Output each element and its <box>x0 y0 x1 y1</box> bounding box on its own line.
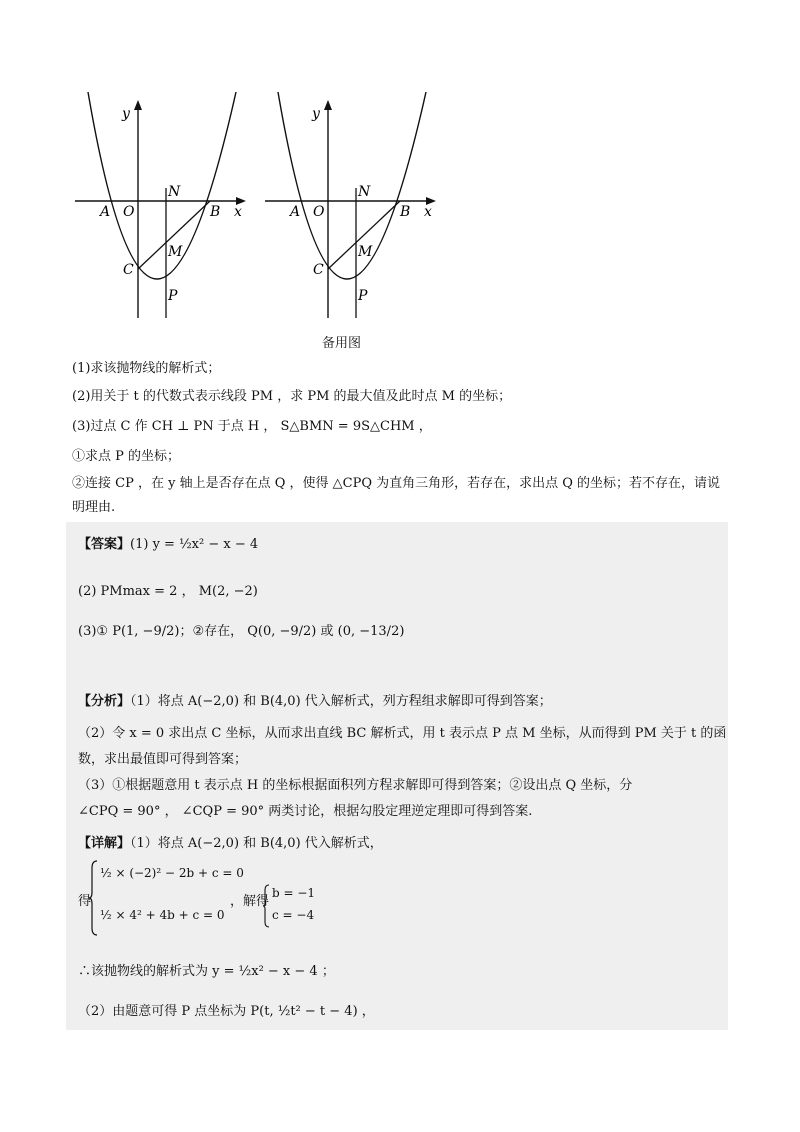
label-n: N <box>358 184 371 200</box>
y-axis-arrow-icon <box>134 100 142 110</box>
left-brace-icon <box>88 860 98 936</box>
label-n: N <box>168 184 181 200</box>
analysis-label: 【分析】 <box>78 694 131 709</box>
y-axis-arrow-icon <box>324 100 332 110</box>
label-m: M <box>358 244 373 260</box>
label-x: x <box>234 204 242 220</box>
label-c: C <box>123 262 134 278</box>
figure-main <box>70 92 250 324</box>
question-3-part-1: ①求点 P 的坐标； <box>72 449 181 464</box>
figures-row <box>60 92 440 324</box>
parabola-figure-2 <box>260 92 440 324</box>
detail-solve: ，解得 <box>230 894 270 909</box>
left-brace-small-icon <box>262 884 270 928</box>
detail-de: 得 <box>78 894 92 909</box>
answer-label: 【答案】 <box>78 537 131 552</box>
question-3: (3)过点 C 作 CH ⊥ PN 于点 H ， S△BMN = 9S△CHM ， <box>72 419 432 434</box>
label-b: B <box>210 204 221 220</box>
label-a: A <box>100 204 111 220</box>
label-c: C <box>313 262 324 278</box>
question-2: (2)用关于 t 的代数式表示线段 PM ，求 PM 的最大值及此时点 M 的坐标； <box>72 389 512 404</box>
label-p: P <box>358 288 368 304</box>
analysis-1: （1）将点 A(−2,0) 和 B(4,0) 代入解析式，列方程组求解即可得到答案； <box>130 694 552 709</box>
analysis-3a: （3）①根据题意用 t 表示点 H 的坐标根据面积列方程求解即可得到答案；②设出点 Q 坐标，分 <box>78 778 633 793</box>
label-a: A <box>290 204 301 220</box>
parabola-curve <box>88 92 236 279</box>
answer-1: (1) y = ½x² − x − 4 <box>130 537 259 552</box>
label-x: x <box>424 204 432 220</box>
parabola-curve <box>278 92 426 279</box>
label-m: M <box>168 244 183 260</box>
answer-line-1 <box>78 533 258 552</box>
label-y: y <box>122 106 130 122</box>
analysis-3b: ∠CPQ = 90° ， ∠CQP = 90° 两类讨论，根据勾股定理逆定理即可得到答案. <box>78 804 533 819</box>
detail-label: 【详解】 <box>78 836 131 851</box>
detail-line-1 <box>78 832 383 851</box>
label-o: O <box>123 204 135 220</box>
detail-3: （2）由题意可得 P 点坐标为 P(t, ½t² − t − 4) ， <box>78 1004 375 1019</box>
solution-b: b = −1 <box>272 886 316 900</box>
equation-1: ½ × (−2)² − 2b + c = 0 <box>100 866 244 880</box>
label-b: B <box>400 204 411 220</box>
label-y: y <box>312 106 320 122</box>
label-o: O <box>313 204 325 220</box>
answer-3: (3)① P(1, −9/2)；②存在， Q(0, −9/2) 或 (0, −13/2) <box>78 624 405 639</box>
question-1: (1)求该抛物线的解析式； <box>72 361 221 376</box>
question-3-part-2: ②连接 CP ，在 y 轴上是否存在点 Q ，使得 △CPQ 为直角三角形，若存在，求出点 Q 的坐标；若不存在，请说明理由. <box>72 476 721 515</box>
figure-caption: 备用图 <box>322 336 362 351</box>
analysis-2b: 数，求出最值即可得到答案； <box>78 752 248 767</box>
label-p: P <box>168 288 178 304</box>
answer-2: (2) PMmax = 2 ， M(2, −2) <box>78 584 258 599</box>
analysis-2a: （2）令 x = 0 求出点 C 坐标，从而求出直线 BC 解析式，用 t 表示点 P 点 M 坐标，从而得到 PM 关于 t 的函 <box>78 726 727 741</box>
detail-2: ∴该抛物线的解析式为 y = ½x² − x − 4 ； <box>78 964 335 979</box>
analysis-line-1 <box>78 690 552 709</box>
solution-c: c = −4 <box>272 908 315 922</box>
parabola-figure-1 <box>70 92 250 324</box>
equation-2: ½ × 4² + 4b + c = 0 <box>100 908 225 922</box>
detail-1: （1）将点 A(−2,0) 和 B(4,0) 代入解析式， <box>130 836 383 851</box>
figure-backup <box>260 92 440 324</box>
